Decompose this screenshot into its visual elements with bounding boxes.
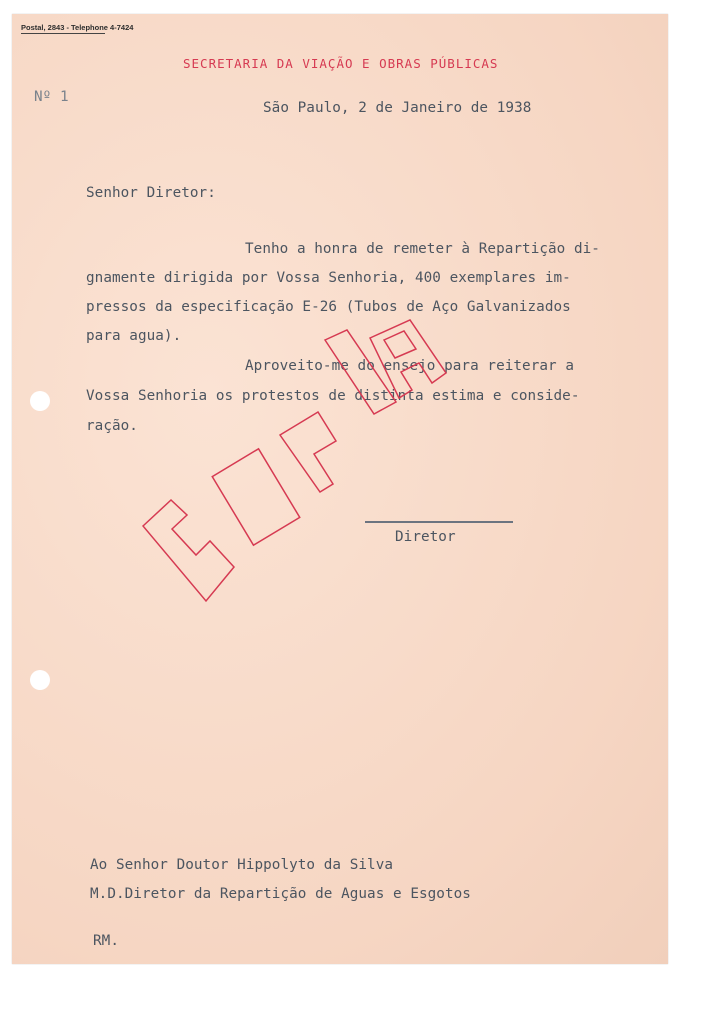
stamp-letter-p: [280, 412, 336, 492]
addressee-line1: Ao Senhor Doutor Hippolyto da Silva: [90, 857, 394, 873]
stamp-letter-o: [212, 449, 299, 545]
paragraph1-line2: gnamente dirigida por Vossa Senhoria, 400 exemplares im-: [86, 270, 571, 286]
paragraph2-line2: Vossa Senhoria os protestos de distinta estima e conside-: [86, 388, 580, 404]
salutation: Senhor Diretor:: [86, 185, 216, 201]
letterhead-department: SECRETARIA DA VIAÇÃO E OBRAS PÚBLICAS: [183, 56, 499, 71]
stamp-letter-c: [143, 500, 234, 601]
document-number: Nº 1: [34, 89, 69, 105]
paragraph2-line3: ração.: [86, 418, 138, 434]
paragraph2-line1: Aproveito-me do ensejo para reiterar a: [245, 358, 574, 374]
addressee-line2: M.D.Diretor da Repartição de Aguas e Esgotos: [90, 886, 471, 902]
paragraph1-line3: pressos da especificação E-26 (Tubos de Aço Galvanizados: [86, 299, 571, 315]
paragraph1-line1: Tenho a honra de remeter à Repartição di-: [245, 241, 600, 257]
postal-telephone-line: Postal, 2843 - Telephone 4-7424: [21, 23, 134, 32]
paragraph1-line4: para agua).: [86, 328, 182, 344]
signature-title: Diretor: [395, 529, 456, 545]
stamp-letter-a: [370, 320, 446, 398]
letter-date: São Paulo, 2 de Janeiro de 1938: [263, 100, 532, 116]
typist-initials: RM.: [93, 933, 119, 949]
